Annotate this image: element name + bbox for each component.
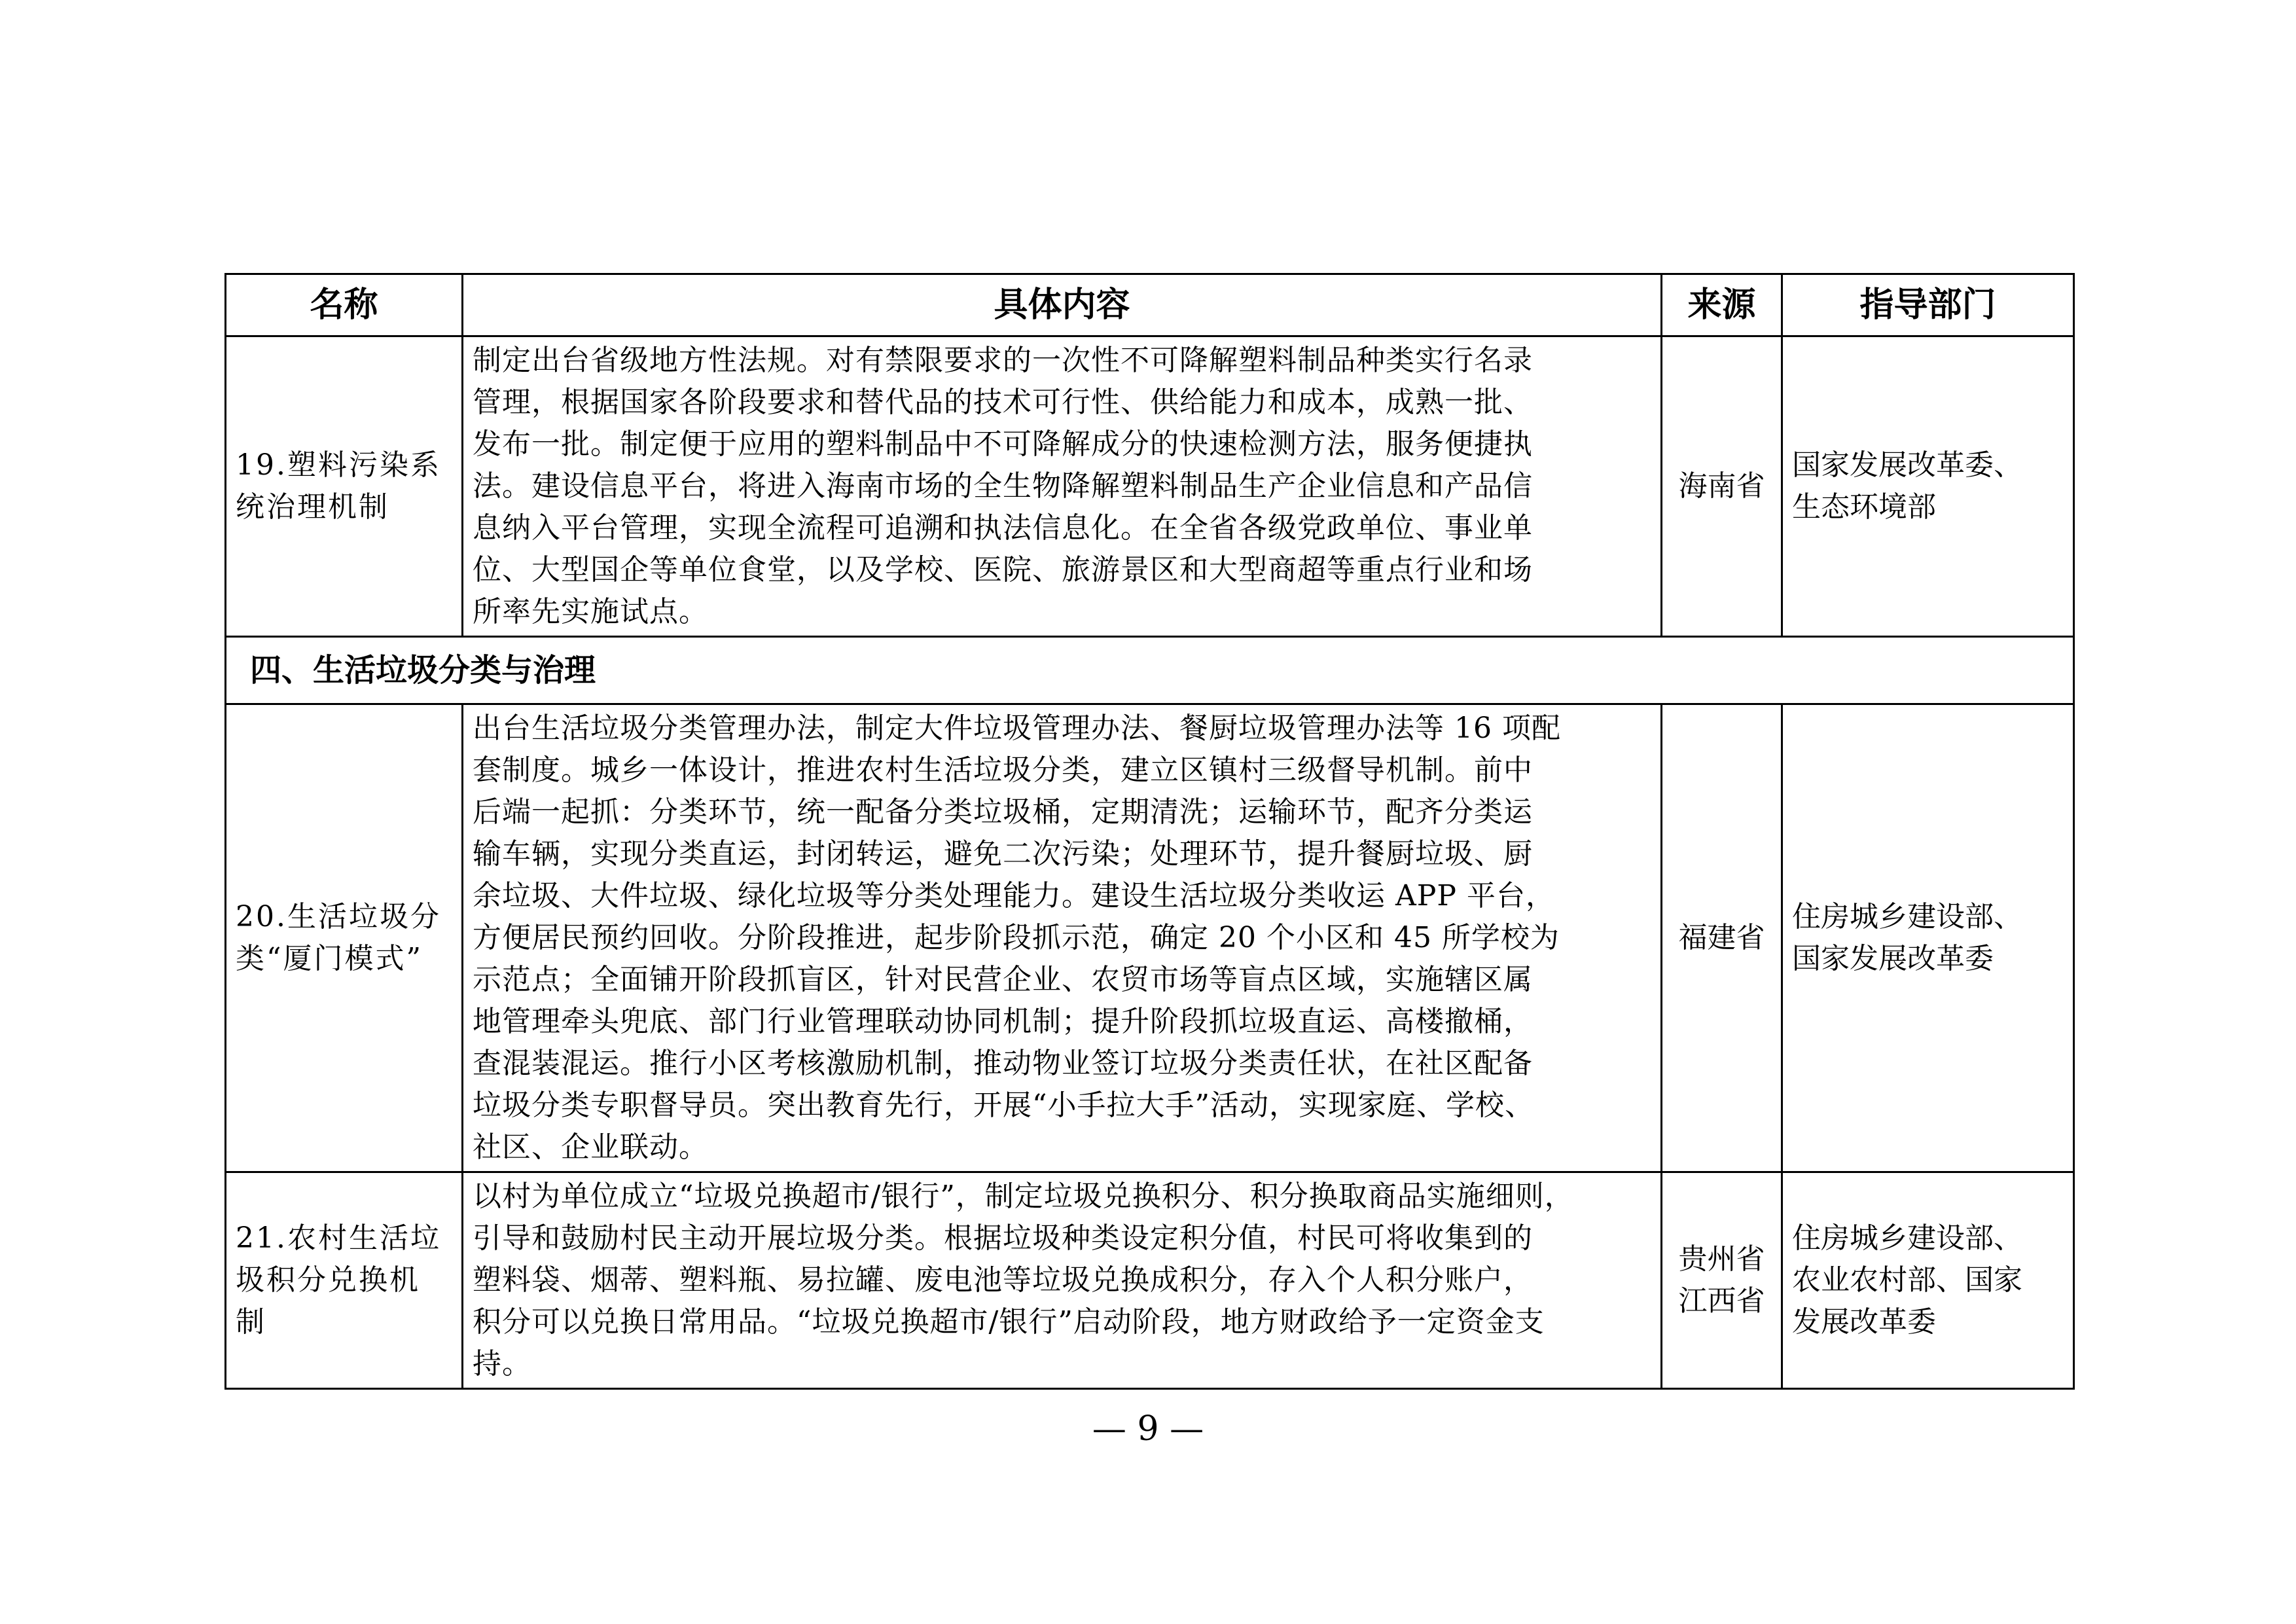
page-number: — 9 — bbox=[1092, 1409, 1204, 1449]
table-row bbox=[226, 336, 2074, 637]
header-content: 具体内容 bbox=[463, 274, 1662, 336]
content-line: 方便居民预约回收。分阶段推进，起步阶段抓示范，确定 20 个小区和 45 所学校为 bbox=[473, 921, 1560, 954]
content-line: 套制度。城乡一体设计，推进农村生活垃圾分类，建立区镇村三级督导机制。前中 bbox=[473, 753, 1533, 787]
content-line: 示范点；全面铺开阶段抓盲区，针对民营企业、农贸市场等盲点区域，实施辖区属 bbox=[473, 963, 1533, 996]
content-line: 社区、企业联动。 bbox=[473, 1130, 708, 1164]
department-line: 国家发展改革委 bbox=[1792, 942, 1994, 975]
content-line: 后端一起抓：分类环节，统一配备分类垃圾桶，定期清洗；运输环节，配齐分类运 bbox=[473, 795, 1533, 829]
row-name bbox=[226, 704, 463, 1172]
content-line: 法。建设信息平台，将进入海南市场的全生物降解塑料制品生产企业信息和产品信 bbox=[473, 469, 1533, 503]
row-source bbox=[1662, 1172, 1782, 1389]
row-name bbox=[226, 1172, 463, 1389]
content-line: 地管理牵头兜底、部门行业管理联动协同机制；提升阶段抓垃圾直运、高楼撤桶， bbox=[473, 1005, 1533, 1038]
header-source: 来源 bbox=[1662, 274, 1782, 336]
source-line: 贵州省 bbox=[1678, 1242, 1765, 1276]
department-line: 国家发展改革委、 bbox=[1792, 448, 2022, 482]
policy-table bbox=[224, 273, 2075, 1390]
row-name-line: 圾积分兑换机 bbox=[236, 1263, 420, 1297]
row-name-line: 21.农村生活垃 bbox=[236, 1221, 441, 1255]
row-name-line: 制 bbox=[236, 1305, 266, 1339]
table-row bbox=[226, 704, 2074, 1172]
row-name-line: 统治理机制 bbox=[236, 490, 389, 524]
content-line: 积分可以兑换日常用品。“垃圾兑换超市/银行”启动阶段，地方财政给予一定资金支 bbox=[473, 1305, 1545, 1339]
content-line: 出台生活垃圾分类管理办法，制定大件垃圾管理办法、餐厨垃圾管理办法等 16 项配 bbox=[473, 712, 1561, 745]
header-name: 名称 bbox=[226, 274, 463, 336]
content-line: 息纳入平台管理，实现全流程可追溯和执法信息化。在全省各级党政单位、事业单 bbox=[473, 511, 1533, 545]
row-content bbox=[463, 1172, 1662, 1389]
department-line: 住房城乡建设部、 bbox=[1792, 900, 2022, 933]
content-line: 查混装混运。推行小区考核激励机制，推动物业签订垃圾分类责任状，在社区配备 bbox=[473, 1047, 1533, 1080]
row-name bbox=[226, 336, 463, 637]
content-line: 所率先实施试点。 bbox=[473, 595, 708, 628]
row-content bbox=[463, 336, 1662, 637]
content-line: 持。 bbox=[473, 1347, 531, 1380]
row-department bbox=[1782, 336, 2074, 637]
content-line: 发布一批。制定便于应用的塑料制品中不可降解成分的快速检测方法，服务便捷执 bbox=[473, 427, 1533, 461]
content-line: 余垃圾、大件垃圾、绿化垃圾等分类处理能力。建设生活垃圾分类收运 APP 平台， bbox=[473, 879, 1555, 912]
department-line: 发展改革委 bbox=[1792, 1305, 1936, 1339]
source-line: 江西省 bbox=[1678, 1284, 1765, 1318]
content-line: 以村为单位成立“垃圾兑换超市/银行”，制定垃圾兑换积分、积分换取商品实施细则， bbox=[473, 1180, 1574, 1213]
source-line: 福建省 bbox=[1678, 921, 1765, 954]
content-line: 垃圾分类专职督导员。突出教育先行，开展“小手拉大手”活动，实现家庭、学校、 bbox=[473, 1089, 1534, 1122]
row-source bbox=[1662, 336, 1782, 637]
content-line: 制定出台省级地方性法规。对有禁限要求的一次性不可降解塑料制品种类实行名录 bbox=[473, 344, 1533, 377]
department-line: 农业农村部、国家 bbox=[1792, 1263, 2022, 1297]
department-line: 住房城乡建设部、 bbox=[1792, 1221, 2022, 1255]
row-department bbox=[1782, 1172, 2074, 1389]
content-line: 输车辆，实现分类直运，封闭转运，避免二次污染；处理环节，提升餐厨垃圾、厨 bbox=[473, 837, 1533, 871]
row-name-line: 20.生活垃圾分 bbox=[236, 900, 441, 933]
content-line: 管理，根据国家各阶段要求和替代品的技术可行性、供给能力和成本，成熟一批、 bbox=[473, 386, 1533, 419]
row-source bbox=[1662, 704, 1782, 1172]
content-line: 塑料袋、烟蒂、塑料瓶、易拉罐、废电池等垃圾兑换成积分，存入个人积分账户， bbox=[473, 1263, 1533, 1297]
row-content bbox=[463, 704, 1662, 1172]
row-name-line: 19.塑料污染系 bbox=[236, 448, 441, 482]
header-department: 指导部门 bbox=[1782, 274, 2074, 336]
section-row bbox=[226, 637, 2074, 704]
row-name-line: 类“厦门模式” bbox=[236, 942, 423, 975]
section-title: 四、生活垃圾分类与治理 bbox=[226, 637, 2074, 704]
row-department bbox=[1782, 704, 2074, 1172]
table-header-row bbox=[226, 274, 2074, 336]
content-line: 引导和鼓励村民主动开展垃圾分类。根据垃圾种类设定积分值，村民可将收集到的 bbox=[473, 1221, 1533, 1255]
source-line: 海南省 bbox=[1678, 469, 1765, 503]
table-row bbox=[226, 1172, 2074, 1389]
department-line: 生态环境部 bbox=[1792, 490, 1936, 524]
content-line: 位、大型国企等单位食堂，以及学校、医院、旅游景区和大型商超等重点行业和场 bbox=[473, 553, 1533, 586]
